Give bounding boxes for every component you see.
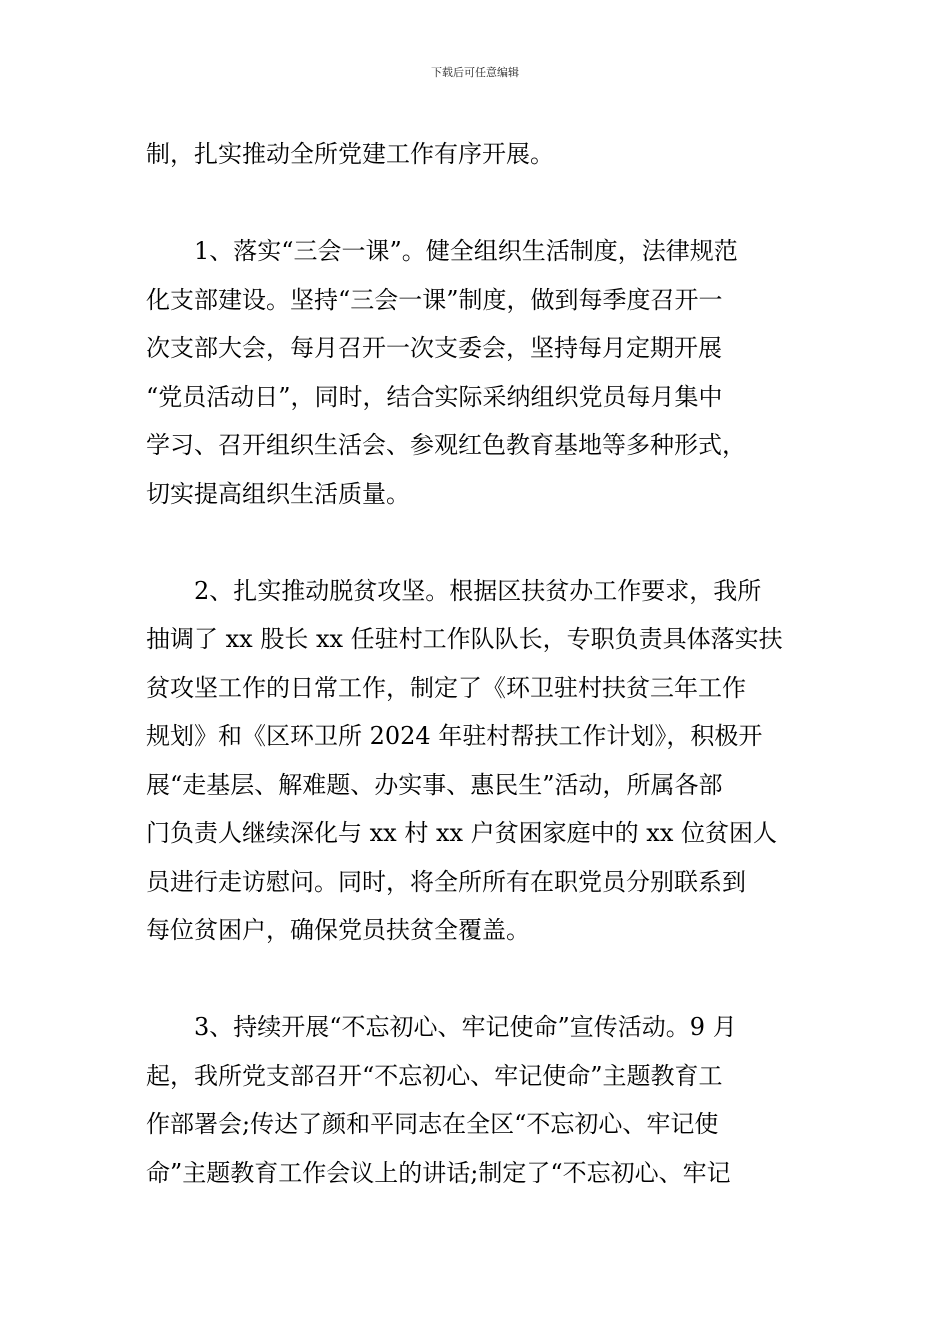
paragraph-gap — [146, 518, 806, 567]
text-line: 抽调了 xx 股长 xx 任驻村工作队队长，专职负责具体落实扶 — [146, 625, 783, 653]
paragraph-gap — [146, 955, 806, 1004]
text-line: 2、扎实推动脱贫攻坚。根据区扶贫办工作要求，我所 — [146, 576, 762, 605]
text-line: 3、持续开展“不忘初心、牢记使命”宣传活动。9 月 — [146, 1013, 737, 1041]
page-header: 下载后可任意编辑 — [431, 66, 519, 79]
text-line: 命”主题教育工作会议上的讲话;制定了“不忘初心、牢记 — [146, 1158, 731, 1187]
text-line: 员进行走访慰问。同时，将全所所有在职党员分别联系到 — [146, 867, 746, 896]
text-line: 门负责人继续深化与 xx 村 xx 户贫困家庭中的 xx 位贫困人 — [146, 819, 777, 847]
paragraph-gap — [146, 179, 806, 228]
text-line: 每位贫困户，确保党员扶贫全覆盖。 — [146, 916, 530, 944]
text-line: 化支部建设。坚持“三会一课”制度，做到每季度召开一 — [146, 285, 723, 314]
text-line: 制，扎实推动全所党建工作有序开展。 — [146, 140, 554, 168]
text-line: 学习、召开组织生活会、参观红色教育基地等多种形式， — [146, 431, 746, 459]
text-line: 次支部大会，每月召开一次支委会，坚持每月定期开展 — [146, 334, 722, 362]
text-line: 规划》和《区环卫所 2024 年驻村帮扶工作计划》，积极开 — [146, 722, 763, 750]
text-line: 起，我所党支部召开“不忘初心、牢记使命”主题教育工 — [146, 1061, 723, 1090]
text-line: 1、落实“三会一课”。健全组织生活制度，法律规范 — [146, 237, 738, 265]
paragraph-3 — [146, 1003, 806, 1197]
intro-paragraph — [146, 130, 806, 179]
text-line: 贫攻坚工作的日常工作，制定了《环卫驻村扶贫三年工作 — [146, 673, 746, 702]
text-line: “党员活动日”，同时，结合实际采纳组织党员每月集中 — [146, 382, 723, 411]
text-line: 展“走基层、解难题、办实事、惠民生”活动，所属各部 — [146, 770, 723, 799]
text-line: 切实提高组织生活质量。 — [146, 479, 410, 508]
document-body — [146, 130, 806, 1197]
paragraph-2 — [146, 567, 806, 955]
text-line: 作部署会;传达了颜和平同志在全区“不忘初心、牢记使 — [146, 1110, 719, 1138]
paragraph-1 — [146, 227, 806, 518]
